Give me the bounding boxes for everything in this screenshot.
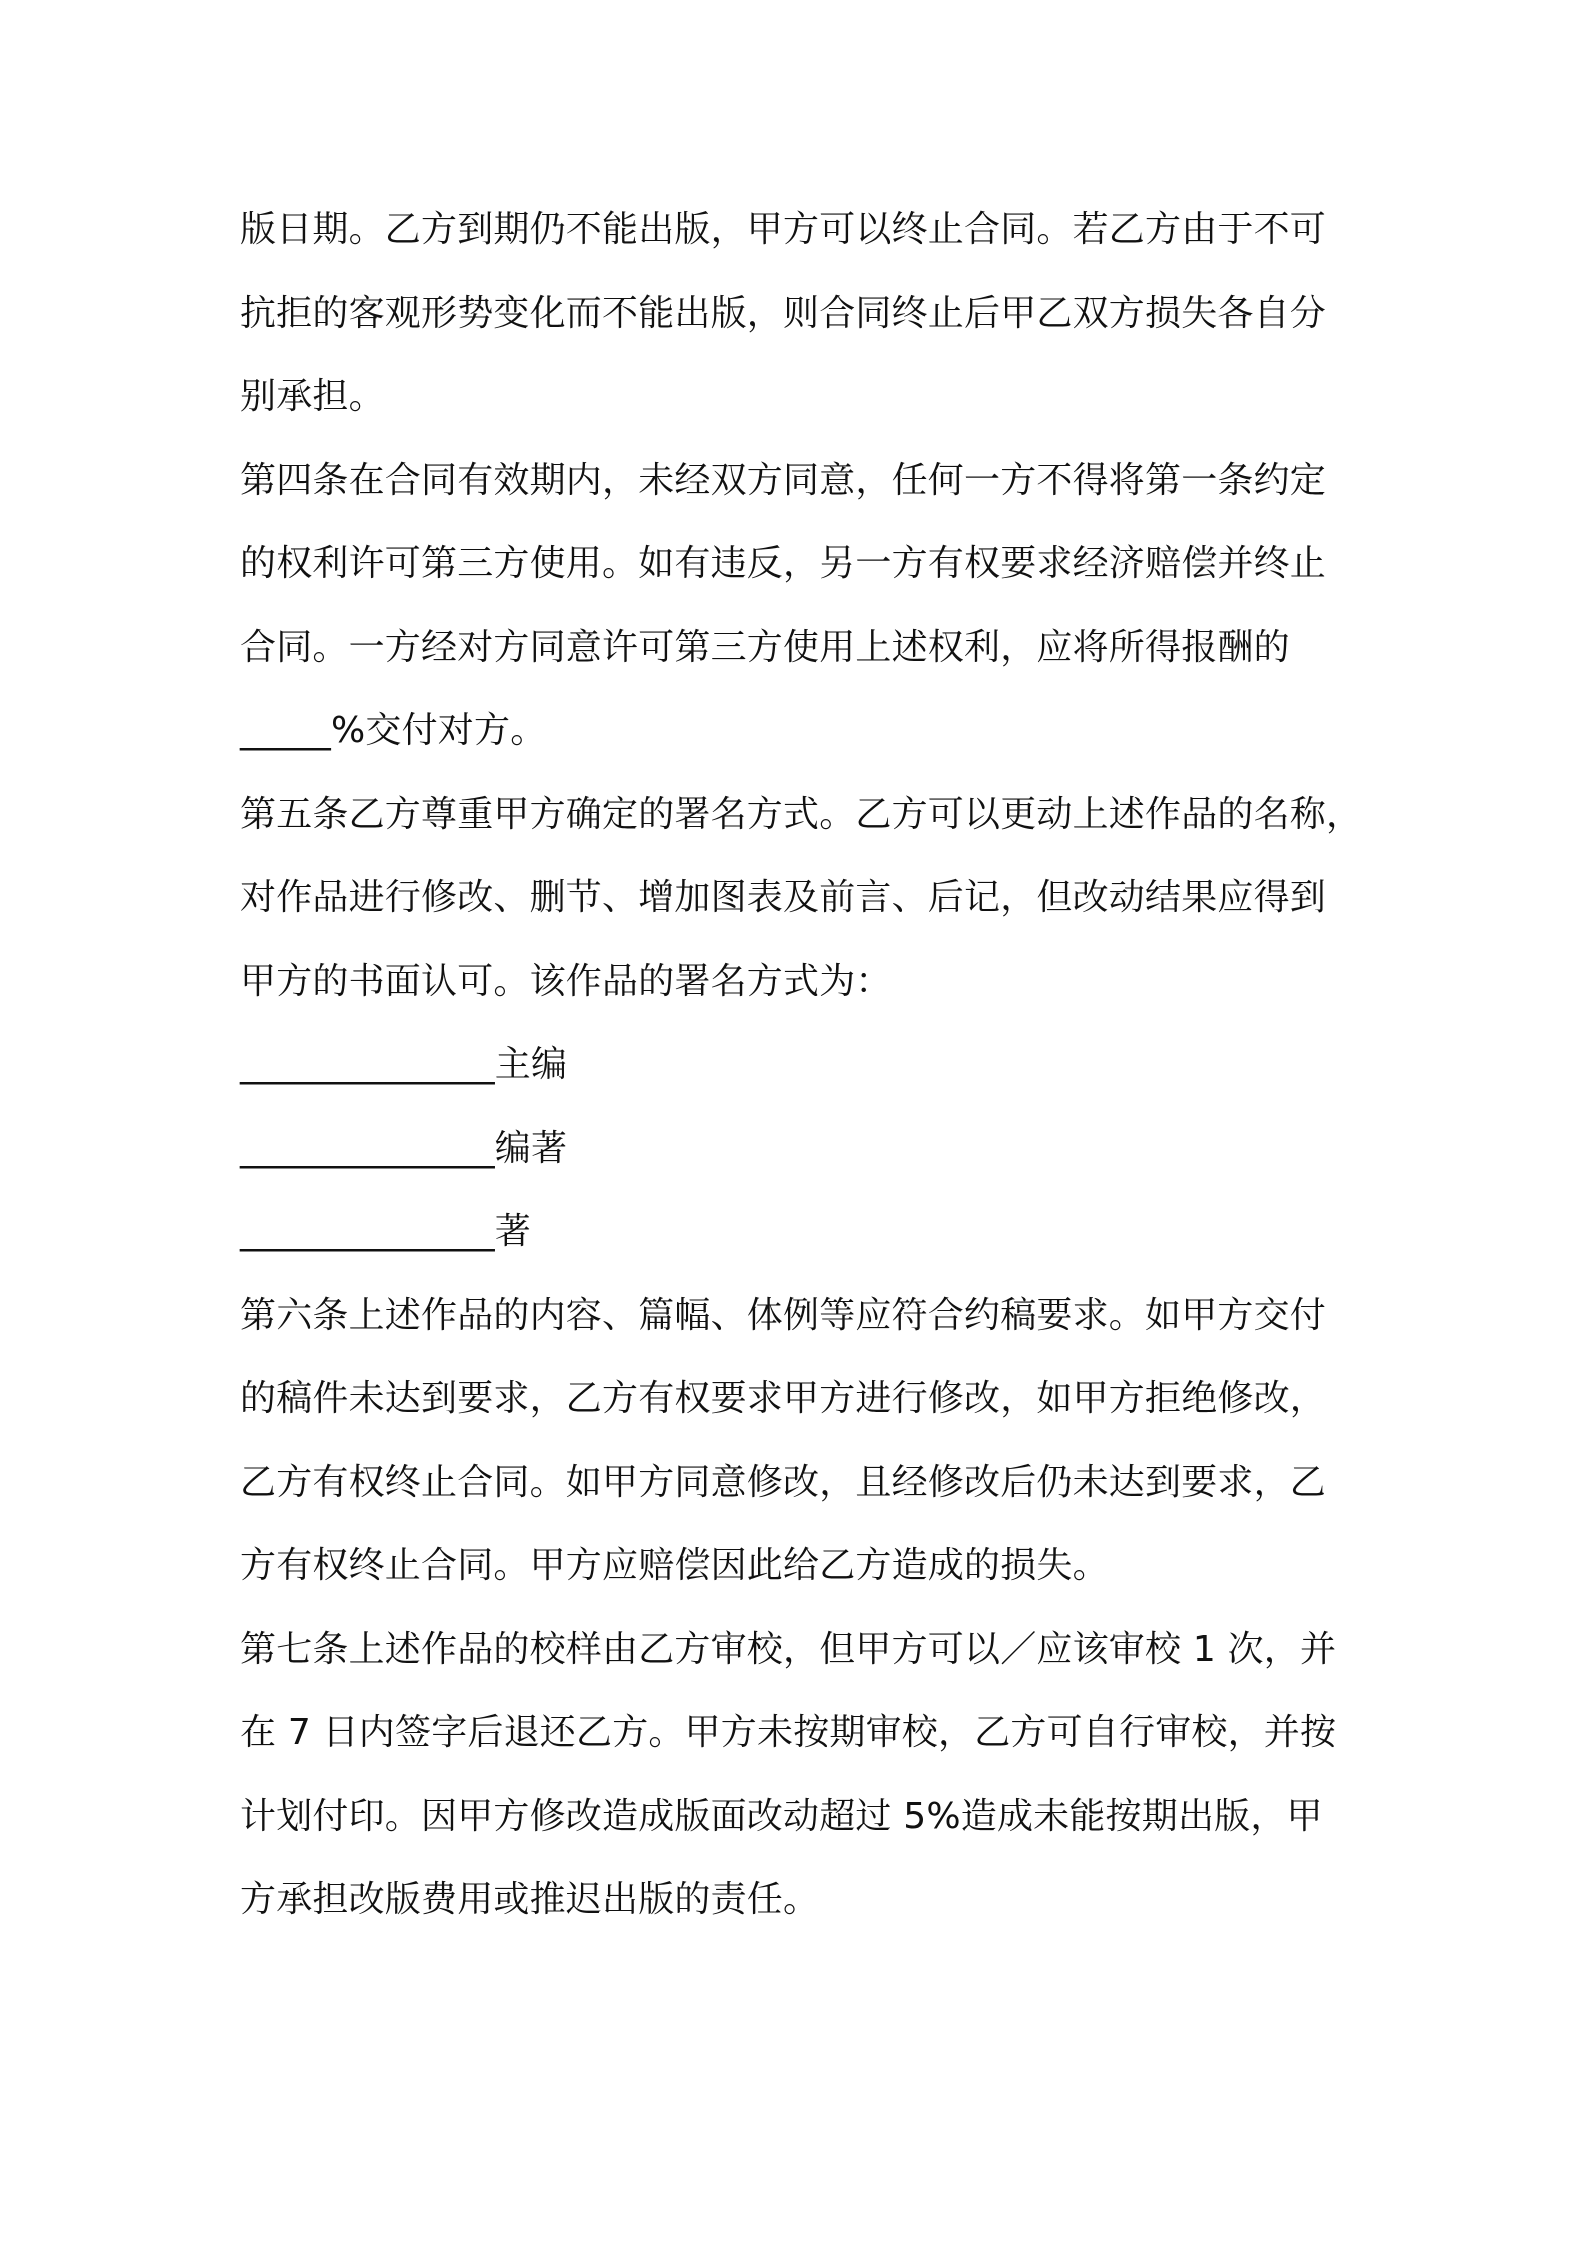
contract-text-block (240, 198, 1363, 1952)
article-7-line-2: 在 7 日内签字后退还乙方。甲方未按期审校，乙方可自行审校，并按 (240, 1712, 1337, 1753)
article-7-line-1: 第七条上述作品的校样由乙方审校，但甲方可以／应该审校 1 次，并 (240, 1628, 1337, 1670)
article-4-line-1: 第四条在合同有效期内，未经双方同意，任何一方不得将第一条约定 (240, 459, 1327, 501)
article-5-line-3: 甲方的书面认可。该作品的署名方式为： (240, 960, 892, 1002)
article-6-line-3: 乙方有权终止合同。如甲方同意修改，且经修改后仍未达到要求，乙 (240, 1461, 1327, 1503)
signature-blank-compiler: ______________编著 (240, 1127, 568, 1169)
article-4-line-4: _____%交付对方。 (240, 710, 547, 751)
article-7-line-4: 方承担改版费用或推迟出版的责任。 (240, 1879, 820, 1920)
article-4-line-3: 合同。一方经对方同意许可第三方使用上述权利，应将所得报酬的 (240, 626, 1290, 668)
text-line-1: 版日期。乙方到期仍不能出版，甲方可以终止合同。若乙方由于不可 (240, 209, 1327, 250)
article-7-line-3: 计划付印。因甲方修改造成版面改动超过 5%造成未能按期出版，甲 (240, 1795, 1323, 1837)
text-line-2: 抗拒的客观形势变化而不能出版，则合同终止后甲乙双方损失各自分 (240, 292, 1327, 334)
signature-blank-author: ______________著 (240, 1211, 531, 1252)
article-6-line-4: 方有权终止合同。甲方应赔偿因此给乙方造成的损失。 (240, 1545, 1109, 1586)
article-5-line-2: 对作品进行修改、删节、增加图表及前言、后记，但改动结果应得到 (240, 877, 1327, 918)
article-4-line-2: 的权利许可第三方使用。如有违反，另一方有权要求经济赔偿并终止 (240, 543, 1327, 584)
text-line-3: 别承担。 (240, 376, 385, 417)
article-6-line-1: 第六条上述作品的内容、篇幅、体例等应符合约稿要求。如甲方交付 (240, 1294, 1327, 1336)
signature-blank-editor: ______________主编 (240, 1044, 568, 1085)
article-6-line-2: 的稿件未达到要求，乙方有权要求甲方进行修改，如甲方拒绝修改， (240, 1378, 1327, 1419)
article-5-line-1: 第五条乙方尊重甲方确定的署名方式。乙方可以更动上述作品的名称， (240, 793, 1363, 835)
